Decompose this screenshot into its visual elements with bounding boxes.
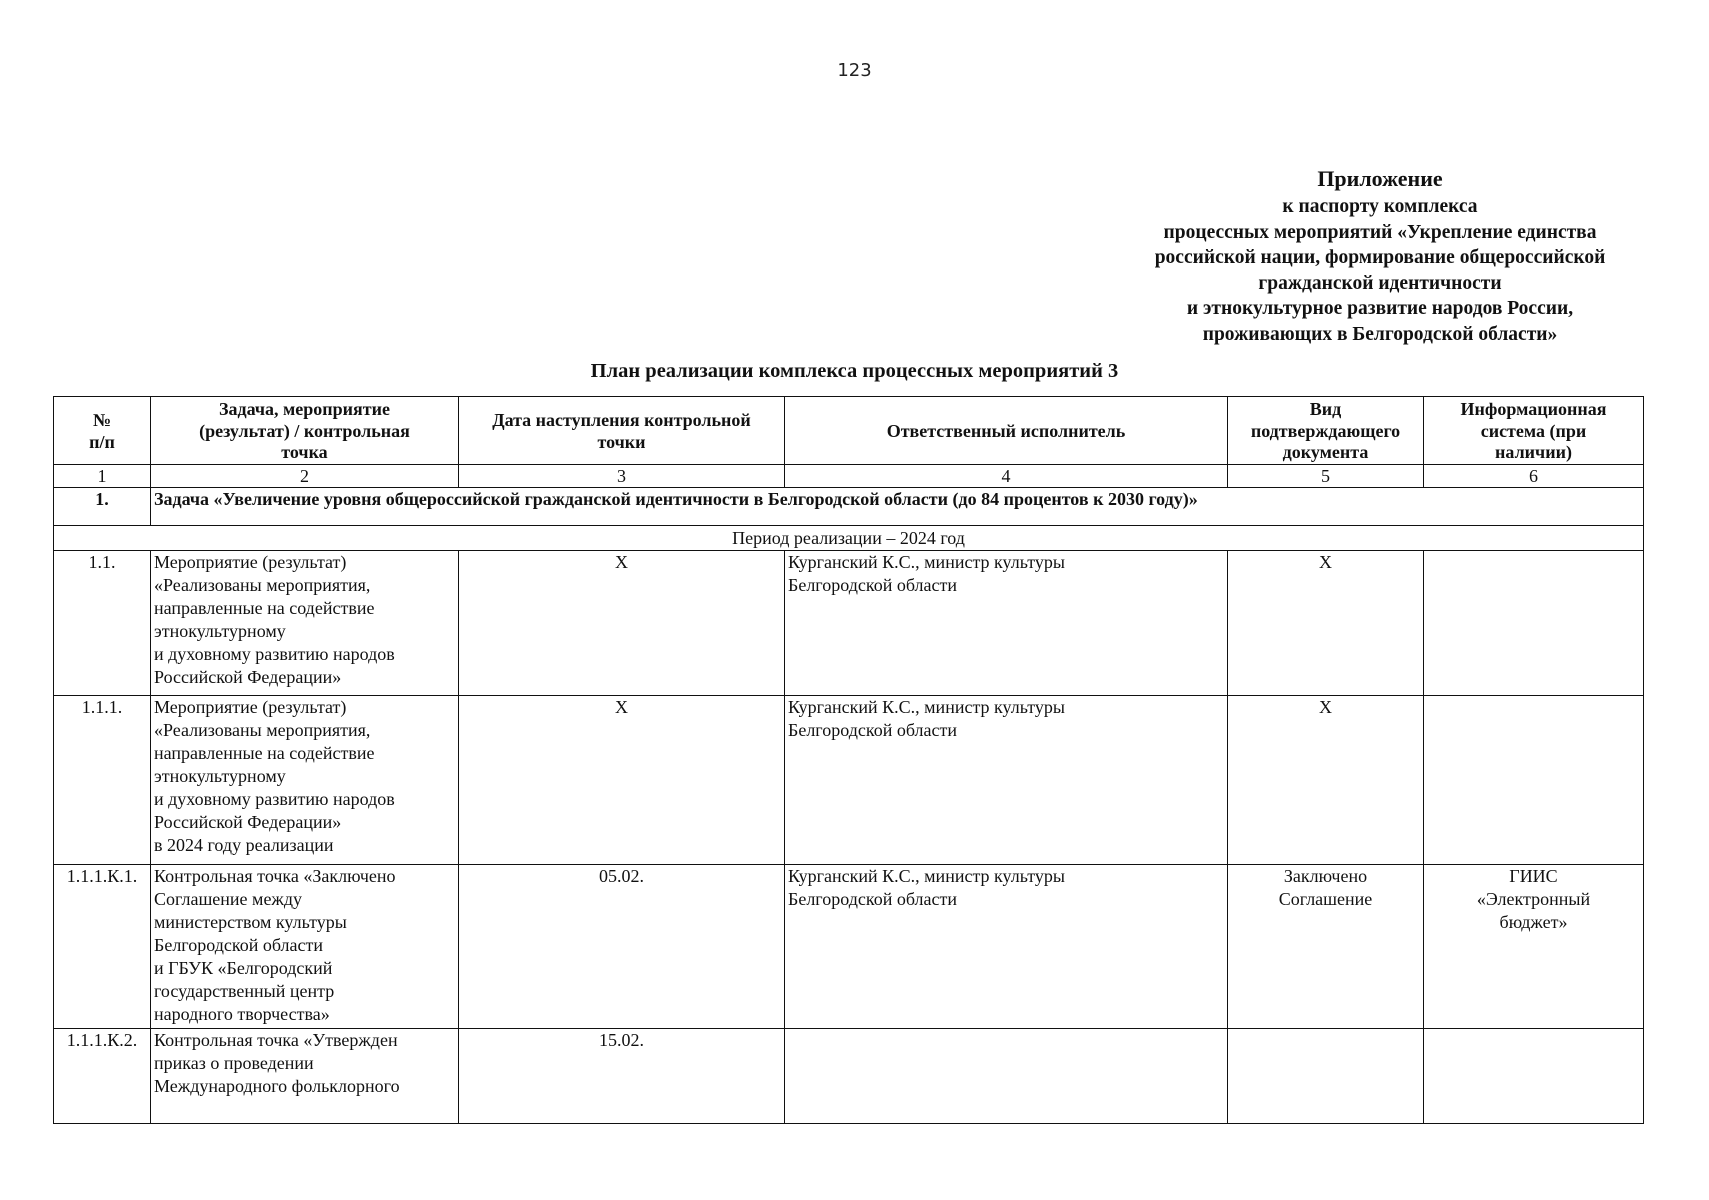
table-row [54,696,1644,865]
column-number: 3 [459,465,785,488]
row-number: 1.1. [54,551,151,696]
column-header: Вид подтверждающего документа [1228,397,1424,465]
appendix-line: и этнокультурное развитие народов России, [1186,298,1574,319]
task-text: Задача «Увеличение уровня общероссийской гражданской идентичности в Белгородской области (до 84 процентов к 2030 году)» [151,488,1644,526]
appendix-line: проживающих в Белгородской области» [1202,323,1558,345]
appendix-line: процессных мероприятий «Укрепление единства [1163,221,1597,243]
row-executor: Курганский К.С., министр культуры Белгородской области [785,551,1228,696]
row-date: Х [459,696,785,865]
row-name: Мероприятие (результат) «Реализованы мероприятия, направленные на содействие этнокультурному и духовному развитию народов Российской Федерации» [151,551,459,696]
appendix-header [1110,164,1650,347]
row-name: Контрольная точка «Заключено Соглашение между министерством культуры Белгородской области и ГБУК «Белгородский государственный центр народного творчества» [151,865,459,1029]
column-header: Информационная система (при наличии) [1424,397,1644,465]
page-number: 123 [837,60,872,81]
table-row [54,865,1644,1029]
row-date: 15.02. [459,1029,785,1124]
row-name: Мероприятие (результат) «Реализованы мероприятия, направленные на содействие этнокультурному и духовному развитию народов Российской Федерации» в 2024 году реализации [151,696,459,865]
row-executor: Курганский К.С., министр культуры Белгородской области [785,696,1228,865]
column-header: Дата наступления контрольной точки [459,397,785,465]
row-system [1424,1029,1644,1124]
row-document: Х [1228,551,1424,696]
column-number-row [54,465,1644,488]
row-number: 1.1.1. [54,696,151,865]
column-header: Ответственный исполнитель [785,397,1228,465]
appendix-line: российской нации, формирование общероссийской [1154,247,1606,268]
appendix-line: к паспорту комплекса [1282,196,1478,217]
column-number: 6 [1424,465,1644,488]
row-number: 1.1.1.К.2. [54,1029,151,1124]
period-text: Период реализации – 2024 год [54,526,1644,551]
column-number: 5 [1228,465,1424,488]
row-system [1424,551,1644,696]
plan-title: План реализации комплекса процессных мероприятий 3 [590,360,1119,382]
row-document: Заключено Соглашение [1228,865,1424,1029]
table-header-row [54,397,1644,465]
row-date: 05.02. [459,865,785,1029]
row-executor: Курганский К.С., министр культуры Белгородской области [785,865,1228,1029]
column-header: Задача, мероприятие (результат) / контрольная точка [151,397,459,465]
task-number: 1. [54,488,151,526]
table-row [54,1029,1644,1124]
column-number: 2 [151,465,459,488]
row-date: Х [459,551,785,696]
row-document [1228,1029,1424,1124]
row-system: ГИИС «Электронный бюджет» [1424,865,1644,1029]
task-row [54,488,1644,526]
row-executor [785,1029,1228,1124]
row-system [1424,696,1644,865]
appendix-line: гражданской идентичности [1258,272,1502,294]
row-document: Х [1228,696,1424,865]
column-header: № п/п [54,397,151,465]
row-name: Контрольная точка «Утвержден приказ о проведении Международного фольклорного [151,1029,459,1124]
period-row [54,526,1644,551]
appendix-title: Приложение [1317,166,1443,191]
plan-table [53,396,1644,1124]
table-row [54,551,1644,696]
column-number: 1 [54,465,151,488]
column-number: 4 [785,465,1228,488]
row-number: 1.1.1.К.1. [54,865,151,1029]
